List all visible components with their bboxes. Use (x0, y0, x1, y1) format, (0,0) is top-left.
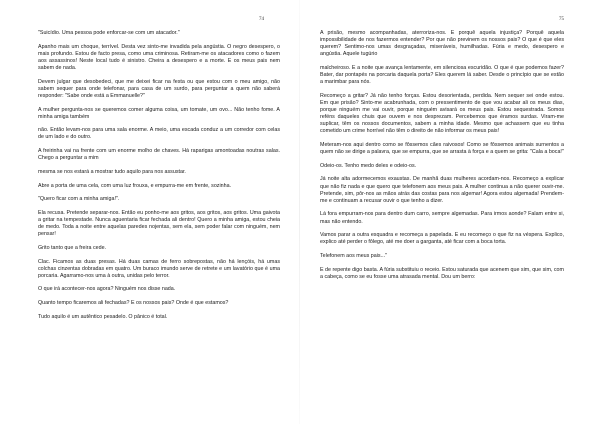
paragraph: Apanho mais um choque, terrível. Desta vez sinto-me invadida pela angústia. O negro desespero, o mais profundo. Estou de facto presa, como uma criminosa. Retiram-me os atacadores como o fazem aos assassinos! Neste local tudo é sinistro. Cheira a desespero e a morte. E os meus pais nem sabem de nada. (38, 43, 280, 71)
page-number: 74 (259, 17, 264, 22)
paragraph: não. Então levam-nos para uma sala enorme. A meio, uma escada conduz a um corredor com celas de um lado e do outro. (38, 127, 280, 141)
right-page (300, 0, 600, 424)
paragraph: Odeio-os. Tenho medo deles e odeio-os. (320, 162, 417, 169)
paragraph: A mulher pergunta-nos se queremos comer alguma coisa, um tomate, um ovo... Não tenho fome. A minha amiga também (38, 106, 280, 120)
paragraph: Meteram-nos aqui dentro como se fôssemos cães raivosos! Como se fôssemos animais surnentos a quem não se dirige a palavra, que se empurra, que se arrasta à força e a quem se grita: "Cala a boca!" (320, 142, 564, 156)
paragraph: mesma se nos estará a mostrar tudo aquilo para nos assustar. (38, 168, 186, 175)
paragraph: A freirinha vai na frente com um enorme molho de chaves. Há raparigas amontoadas noutras salas. Chego a perguntar a mim (38, 148, 280, 162)
paragraph: E de repente digo basta. A fúria substituiu o receio. Estou saturada que acenem que sim, que sim, com a cabeça, como se eu fosse uma atrasada mental. Dou um berro: (320, 266, 564, 280)
paragraph: Grito tanto que a freira cede. (38, 244, 107, 251)
paragraph: Tudo aquilo é um autêntico pesadelo. O pânico é total. (38, 313, 168, 320)
paragraph: Já noite alta adormecemos exaustas. De manhã duas mulheres acordam-nos. Recomeço a explicar que não fiz nada e que quero que telefonem aos meus pais. A mulher continua a não querer ouvir-me. Pretende, sim, pôr-nos as mãos atrás das costas para nos algemar! Agora estou algemada! Prendem-me e continuam a recusar ouvir o que tenho a dizer. (320, 176, 564, 204)
paragraph: "Suicídio. Uma pessoa pode enforcar-se com um atacador." (38, 30, 180, 36)
paragraph: "Quero ficar com a minha amiga!". (38, 196, 120, 203)
paragraph: O que irá acontecer-nos agora? Ninguém nos disse nada. (38, 286, 176, 293)
paragraph: Lá fora empurram-nos para dentro dum carro, sempre algemadas. Para irmos aonde? Falam entre si, mas não entendo. (320, 211, 564, 225)
page-number: 75 (559, 17, 564, 22)
paragraph: Clac. Ficamos as duas presas. Há duas camas de ferro sobrepostas, não há lençóis, há umas colchas cinzentas dobradas em quatro. Um buraco imundo serve de retrete e um lavatório que é uma porcaria. Agarramo-nos uma à outra, unidas pelo terror. (38, 258, 280, 279)
paragraph: Vamos parar a outra esquadra e recomeça a papelada. E eu recomeço o que fiz na véspera. Explico, explico até perder o fôlego, até me doer a garganta, até ficar com a boca torta. (320, 232, 564, 246)
paragraph: Ela recusa. Pretende separar-nos. Então eu ponho-me aos gritos, aos gritos, aos gritos. Uma gaivota a gritar na tempestade. Nunca aguentaria ficar fechada ali dentro! Quero a minha amiga, estou cheia de medo. Toda a noite entre aquelas paredes nojentas, sem ela, sem poder falar com ninguém, nem pensar! (38, 209, 280, 238)
paragraph: Devem julgar que desobedeci, que me deixei ficar na festa ou que estou com o meu amigo, não sabem sequer para onde telefonar, para casa de um surdo, para perguntar a quem não saberá responder: "Sabe onde está a Emmanuelle?" (38, 78, 280, 99)
paragraph: Telefonem aos meus pais..." (320, 253, 387, 259)
paragraph: Abre a porta de uma cela, com uma luz frouxa, e empurra-me em frente, sozinha. (38, 182, 232, 189)
paragraph: malcheiroso. E a noite que avança lentamente, em silenciosa escuridão. O que é que podemos fazer? Bater, dar pontapés na porcaria daquela porta? Eles querem lá saber. Desde o princípio que se estão a marimbar para nós. (320, 64, 564, 86)
paragraph: Quanto tempo ficaremos ali fechadas? E os nossos pais? Onde é que estamos? (38, 300, 229, 307)
paragraph: A prisão, mesmo acompanhadas, aterroriza-nos. E porquê aquela injustiça? Porquê aquela impossibilidade de nos fazermos entender? Por que não previnem os nossos pais? O que é que eles querem? Sentimo-nos umas desgraçadas, miseráveis, humilhadas. Fúria e medo, desespero e angústia. Aquele tugúrio (320, 30, 564, 58)
paragraph: Recomeço a gritar? Já não tenho forças. Estou desorientada, perdida. Nem sequer sei onde estou. Em que prisão? Sinto-me acabrunhada, com o pressentimento de que vou acabar ali os meus dias, porque ninguém me vai ouvir, porque ninguém avisará os meus pais. Estou sequestrada. Somos reféns daqueles chuis que ouvem e nos desprezam. Percebemos que éramos surdas. Viram-me suplicar, têm os nossos documentos, sabem a minha idade. Mesmo que achassem que eu tinha cometido um crime horrível não têm o direito de não informar os meus pais! (320, 92, 564, 135)
